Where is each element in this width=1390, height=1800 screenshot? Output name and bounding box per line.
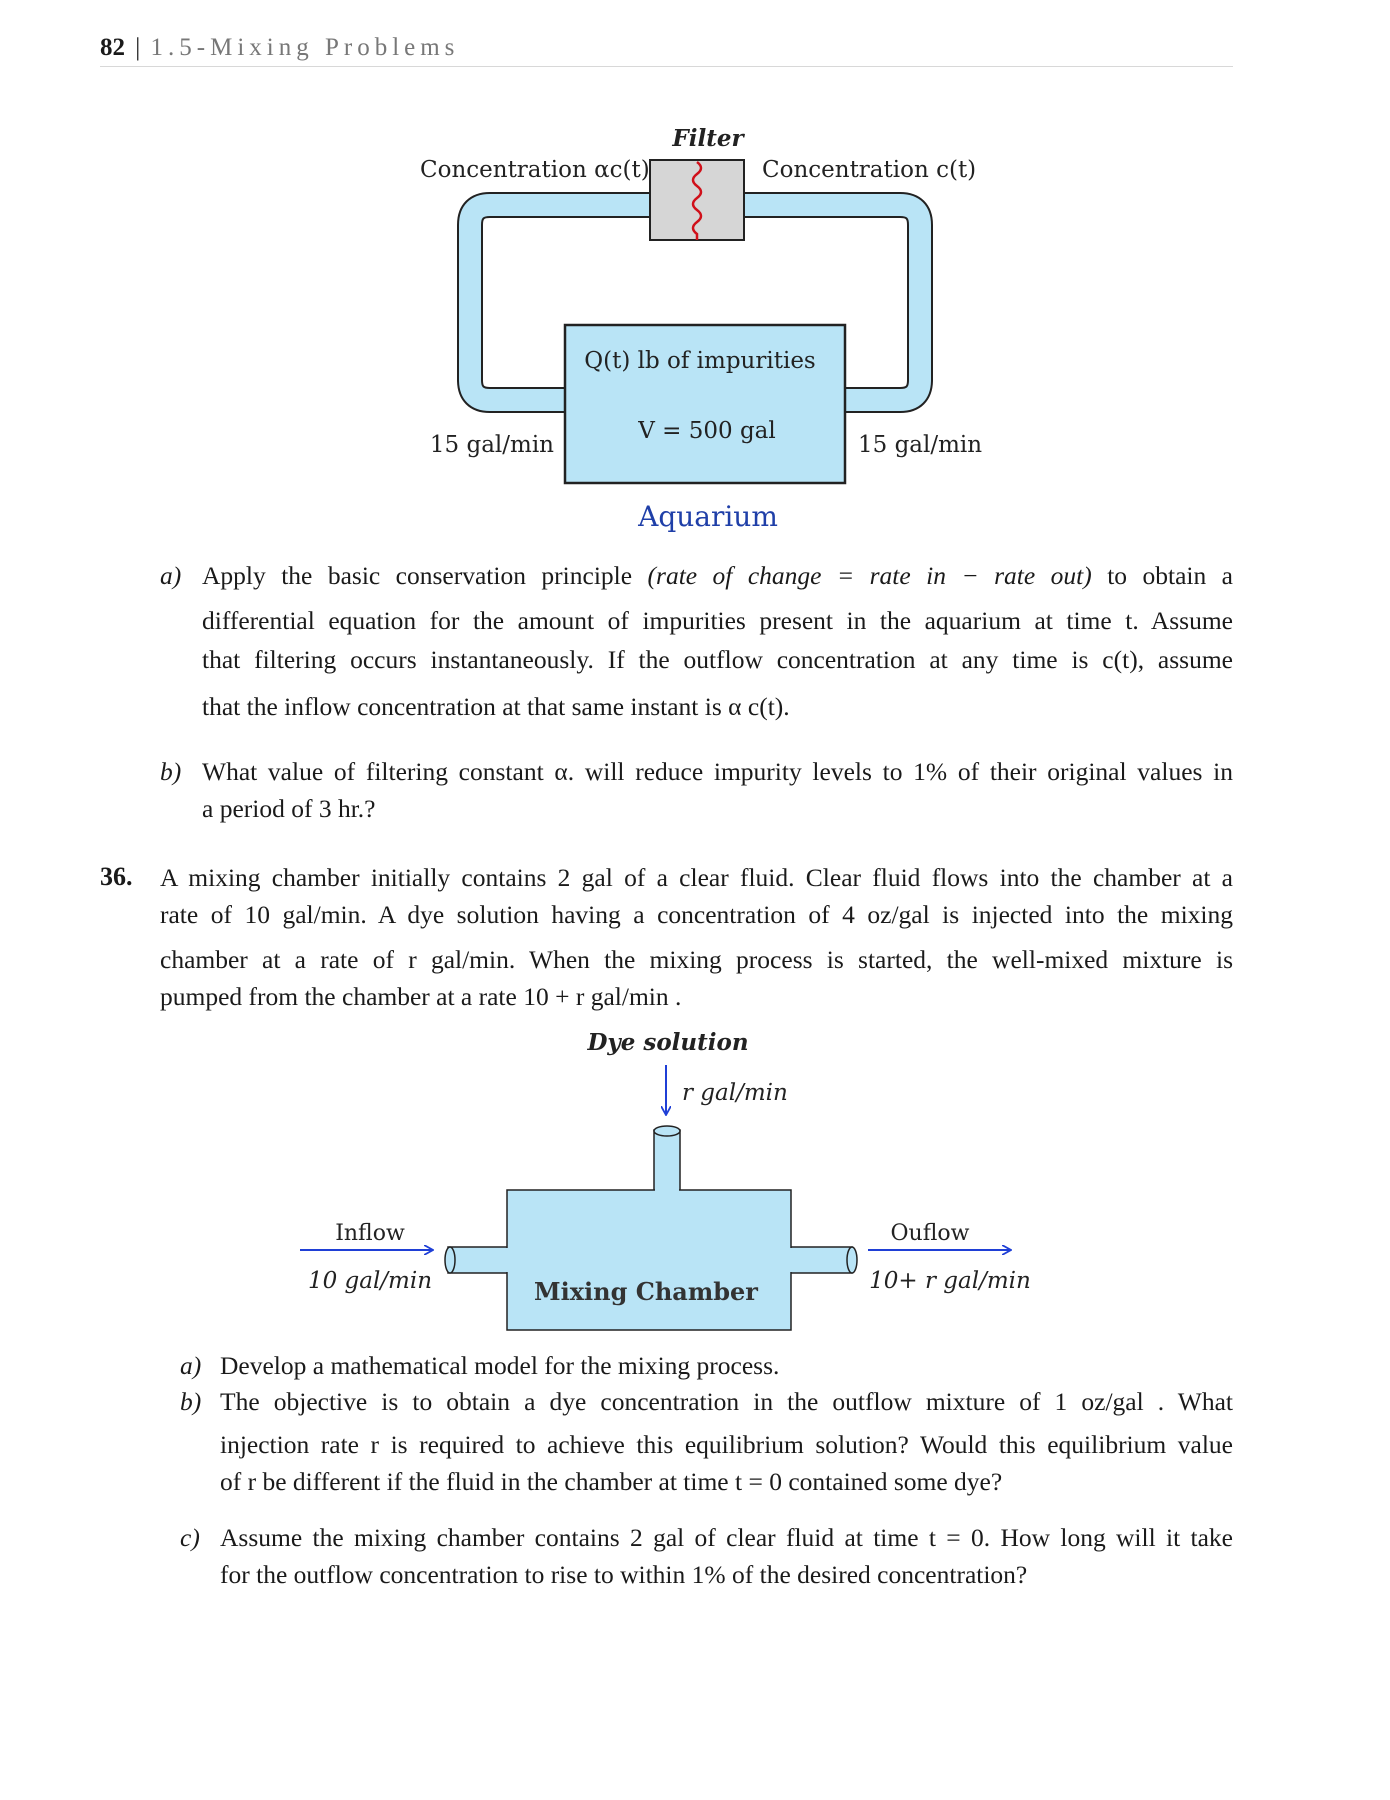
p36b-line3: of r be different if the fluid in the chamber at time t = 0 contained some dye? [220,1466,1003,1496]
p36-line3: chamber at a rate of r gal/min. When the mixing process is started, the well-mixed mixture is [160,944,1233,974]
top-inlet-opening [654,1126,680,1136]
mixing-chamber-label: Mixing Chamber [534,1277,758,1306]
left-inlet-pipe [448,1247,508,1273]
p35a-line1-pre: Apply the basic conservation principle [202,561,648,590]
volume-label: V = 500 gal [638,418,776,444]
p35a-line4: that the inflow concentration at that same instant is α c(t). [202,691,790,721]
inflow-label: Inflow [335,1221,405,1246]
p36b-line2: injection rate r is required to achieve this equilibrium solution? Would this equilibrium value [220,1429,1233,1459]
outflow-label: Ouflow [890,1221,970,1246]
aquarium-title: Aquarium [638,500,778,533]
page-number: 82 [100,34,125,61]
part-b-label: b) [160,757,182,786]
p35a-formula: (rate of change = rate in − rate out) [647,561,1092,590]
p36-part-a-label: a) [180,1351,202,1380]
impurities-label: Q(t) lb of impurities [584,348,816,374]
conc-out-label: Concentration c(t) [762,157,977,183]
header-separator: | [135,34,141,61]
p36-part-c-label: c) [180,1523,200,1552]
problem36-statement [160,860,1233,1016]
p36c-line2: for the outflow concentration to rise to within 1% of the desired concentration? [220,1559,1028,1589]
problem35-part-b [160,754,1233,828]
p35a-line1 [202,558,1233,595]
p35b-line2: a period of 3 hr.? [202,793,376,823]
problem36-part-a [180,1348,1233,1385]
p35b-line1: What value of filtering constant α. will reduce impurity levels to 1% of their original values in [202,757,1233,786]
conc-in-label: Concentration αc(t) [420,157,650,183]
part-a-label: a) [160,561,182,590]
right-outlet-pipe [790,1247,852,1273]
p35a-line1-post: to obtain a [1091,561,1234,590]
p36a-line1: Develop a mathematical model for the mixing process. [220,1351,780,1380]
p36-line1: A mixing chamber initially contains 2 gal of a clear fluid. Clear fluid flows into the chamber at a [160,863,1233,892]
problem36-part-c [180,1520,1233,1594]
right-outlet-opening [847,1247,857,1273]
p36c-line1: Assume the mixing chamber contains 2 gal of clear fluid at time t = 0. How long will it take [220,1523,1233,1552]
p35a-line3: that filtering occurs instantaneously. If the outflow concentration at any time is c(t), assume [202,644,1233,674]
inflow-rate-label: 10 gal/min [307,1268,433,1294]
problem36-part-b [180,1384,1233,1501]
p36-part-b-label: b) [180,1387,202,1416]
dye-solution-label: Dye solution [587,1029,749,1056]
filter-label: Filter [672,125,744,152]
section-title: 1.5-Mixing Problems [150,34,460,61]
mixing-chamber-tank [507,1190,791,1330]
p36b-line1: The objective is to obtain a dye concentration in the outflow mixture of 1 oz/gal . What [220,1387,1233,1416]
problem36-number: 36. [100,862,133,891]
p36-line2: rate of 10 gal/min. A dye solution having a concentration of 4 oz/gal is injected into the mixing [160,899,1233,929]
mixing-chamber-diagram [0,1010,1390,1350]
aquarium-diagram [0,0,1390,540]
top-inlet-pipe [654,1130,680,1192]
left-inlet-opening [445,1247,455,1273]
p36-line4: pumped from the chamber at a rate 10 + r gal/min . [160,981,682,1011]
rate-left-label: 15 gal/min [429,432,554,458]
filter-box [650,160,744,240]
rate-right-label: 15 gal/min [858,432,983,458]
dye-rate-label: r gal/min [682,1080,788,1106]
outflow-rate-label: 10+ r gal/min [869,1268,1031,1294]
p35a-line2: differential equation for the amount of impurities present in the aquarium at time t. Assume [202,605,1233,635]
problem35-part-a [160,558,1233,726]
